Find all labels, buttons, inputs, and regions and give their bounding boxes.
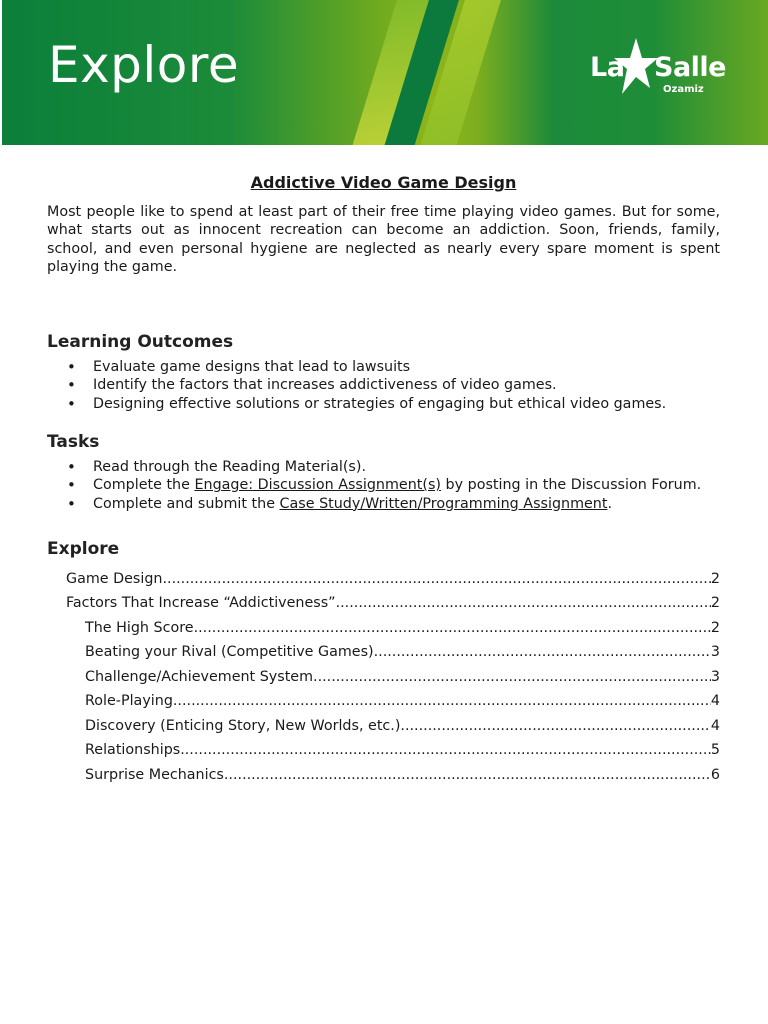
tasks-list <box>47 458 720 513</box>
toc-label: Factors That Increase “Addictiveness” <box>66 595 336 612</box>
logo-word-salle: Salle <box>654 52 726 83</box>
toc-entry[interactable] <box>47 616 720 641</box>
list-item <box>47 495 720 513</box>
toc-leader <box>336 591 711 616</box>
toc-page-number: 2 <box>710 595 720 612</box>
header-banner <box>2 0 768 145</box>
table-of-contents <box>47 567 720 788</box>
learning-outcomes-heading: Learning Outcomes <box>47 332 234 353</box>
toc-entry[interactable] <box>47 591 720 616</box>
toc-page-number: 4 <box>710 717 720 734</box>
list-item <box>47 458 720 476</box>
toc-leader <box>194 616 711 641</box>
toc-page-number: 5 <box>710 742 720 759</box>
case-study-assignment-link[interactable]: Case Study/Written/Programming Assignment <box>279 495 608 512</box>
learning-outcomes-list <box>47 358 720 413</box>
toc-entry[interactable] <box>47 714 720 739</box>
toc-label: Relationships <box>85 742 181 759</box>
la-salle-logo <box>590 38 740 100</box>
task-text: by posting in the Discussion Forum. <box>441 477 702 494</box>
task-text: Complete and submit the <box>93 495 280 512</box>
task-text: . <box>607 495 613 512</box>
list-item: • Designing effective solutions or strategies of engaging but ethical video games. <box>47 395 720 413</box>
toc-leader <box>224 763 711 788</box>
toc-entry[interactable] <box>47 689 720 714</box>
toc-label: Discovery (Enticing Story, New Worlds, etc.) <box>85 717 401 734</box>
toc-entry[interactable] <box>47 665 720 690</box>
toc-label: Beating your Rival (Competitive Games) <box>85 644 374 661</box>
explore-heading: Explore <box>47 538 120 559</box>
toc-label: Surprise Mechanics <box>85 766 224 783</box>
document-title: Addictive Video Game Design <box>250 173 517 192</box>
document-body <box>47 172 720 787</box>
toc-entry[interactable] <box>47 640 720 665</box>
toc-leader <box>374 640 711 665</box>
toc-leader <box>162 567 710 592</box>
toc-label: Game Design <box>66 570 163 587</box>
toc-page-number: 3 <box>710 668 720 685</box>
toc-page-number: 3 <box>710 644 720 661</box>
toc-page-number: 6 <box>710 766 720 783</box>
toc-label: Challenge/Achievement System <box>85 668 314 685</box>
toc-leader <box>180 738 711 763</box>
toc-leader <box>400 714 710 739</box>
task-text: Complete the <box>93 477 195 494</box>
toc-label: Role-Playing <box>85 693 173 710</box>
logo-word-la: La <box>590 52 625 83</box>
tasks-heading: Tasks <box>47 432 100 453</box>
toc-label: The High Score <box>85 619 194 636</box>
toc-entry[interactable] <box>47 738 720 763</box>
toc-page-number: 2 <box>710 619 720 636</box>
toc-leader <box>173 689 711 714</box>
toc-entry[interactable] <box>47 763 720 788</box>
list-item: • Identify the factors that increases addictiveness of video games. <box>47 376 720 394</box>
logo-subtitle: Ozamiz <box>663 84 704 95</box>
toc-leader <box>313 665 711 690</box>
discussion-assignment-link[interactable]: Engage: Discussion Assignment(s) <box>194 477 441 494</box>
toc-page-number: 4 <box>710 693 720 710</box>
list-item: • Evaluate game designs that lead to lawsuits <box>47 358 720 376</box>
list-item <box>47 476 720 494</box>
intro-paragraph: Most people like to spend at least part of their free time playing video games. But for some, what starts out as innocent recreation can become an addiction. Soon, friends, family, school, and even personal hygiene are neglected as nearly every spare moment is spent playing the game. <box>47 204 720 275</box>
star-icon <box>614 38 658 94</box>
banner-title: Explore <box>48 36 240 94</box>
task-text: Read through the Reading Material(s). <box>93 459 367 476</box>
toc-entry[interactable] <box>47 567 720 592</box>
toc-page-number: 2 <box>710 570 720 587</box>
